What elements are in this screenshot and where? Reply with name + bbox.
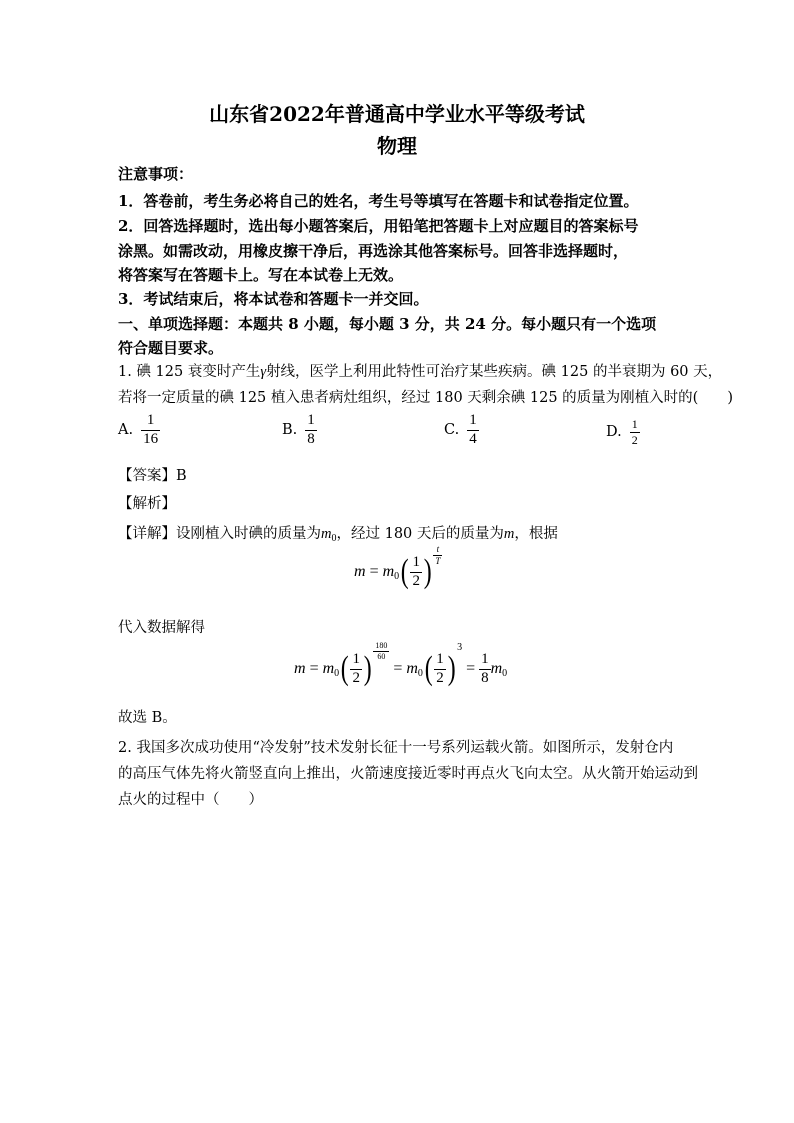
detail-text-c: ，根据: [514, 526, 558, 542]
analysis-label: 【解析】: [118, 496, 176, 512]
option-a-letter: A.: [118, 422, 134, 439]
option-d: [606, 418, 640, 446]
option-a-num: 1: [141, 413, 160, 431]
option-d-fraction: [630, 418, 640, 446]
question-1-line-1: [118, 360, 722, 381]
formula-decay: [354, 544, 442, 591]
f2-m0b: m: [406, 659, 418, 677]
f2-m0b-sub: 0: [417, 667, 423, 679]
f1-eq: =: [369, 562, 379, 580]
question-2-line-1: 2. 我国多次成功使用“冷发射”技术发射长征十一号系列运载火箭。如图所示，发射仓内: [118, 740, 674, 756]
notice-item-2b: 涂黑。如需改动，用橡皮擦干净后，再选涂其他答案标号。回答非选择题时，: [118, 242, 629, 260]
f2-m0a-sub: 0: [334, 667, 340, 679]
f2-m0a: m: [322, 659, 335, 677]
notice-item-1: 1．答卷前，考生务必将自己的姓名，考生号等填写在答题卡和试卷指定位置。: [118, 192, 639, 210]
q1-text-b: 射线，医学上利用此特性可治疗某些疾病。碘 125 的半衰期为 60 天，: [266, 364, 723, 380]
option-c-letter: C.: [444, 422, 460, 439]
detail-line: [118, 522, 558, 544]
detail-text-b: ，经过 180 天后的质量为: [336, 526, 504, 542]
f2-paren-r2: ): [447, 650, 456, 688]
f1-exp-num: t: [433, 545, 442, 556]
exam-subject: 物理: [377, 134, 417, 158]
gamma-symbol: γ: [260, 364, 267, 380]
f1-m0: m: [382, 562, 395, 580]
option-c: [444, 413, 479, 448]
f2-half-b-den: 2: [436, 669, 444, 686]
answer-label: 【答案】B: [118, 468, 187, 484]
f2-exp-a-frac: [373, 642, 389, 662]
substitute-text: 代入数据解得: [118, 620, 205, 636]
formula-solution: [294, 641, 508, 688]
f2-result-frac: [479, 652, 491, 687]
f2-paren-l1: (: [340, 650, 349, 688]
notice-heading: 注意事项：: [118, 165, 194, 183]
detail-m: m: [503, 526, 515, 542]
detail-m0: [321, 526, 336, 542]
option-b-fraction: [305, 413, 317, 448]
f2-half-a-den: 2: [352, 669, 360, 686]
notice-item-2a: 2．回答选择题时，选出每小题答案后，用铅笔把答题卡上对应题目的答案标号: [118, 217, 639, 235]
f2-paren-r1: ): [363, 650, 372, 688]
exam-title: 山东省2022年普通高中学业水平等级考试: [209, 102, 585, 126]
f2-half-a-num: 1: [350, 652, 362, 670]
f2-half-b-num: 1: [434, 652, 446, 670]
f1-lhs: m: [354, 562, 366, 580]
f2-res-den: 8: [481, 669, 489, 686]
f2-half-b: [434, 652, 446, 687]
f2-lhs: m: [294, 659, 306, 677]
section-heading-a: 一、单项选择题：本题共 8 小题，每小题 3 分，共 24 分。每小题只有一个选项: [118, 315, 657, 333]
option-a-fraction: [141, 413, 160, 448]
f2-exp-a: [373, 642, 389, 662]
f2-eq2: =: [393, 659, 403, 677]
notice-item-3: 3．考试结束后，将本试卷和答题卡一并交回。: [118, 290, 429, 308]
f1-exponent: [433, 545, 442, 567]
f2-half-a: [350, 652, 362, 687]
detail-m0-letter: m: [321, 526, 332, 542]
f2-exp-a-num: 180: [373, 642, 389, 652]
f1-right-paren: ): [423, 553, 432, 591]
f1-m0-sub: 0: [394, 570, 400, 582]
f2-res-num: 1: [479, 652, 491, 670]
option-b-num: 1: [305, 413, 317, 431]
option-b: [282, 413, 317, 448]
option-b-letter: B.: [282, 422, 298, 439]
f1-left-paren: (: [400, 553, 409, 591]
f2-exp-a-den: 60: [377, 652, 386, 662]
q1-text-a: 1. 碘 125 衰变时产生: [118, 364, 261, 380]
question-2-line-2: 的高压气体先将火箭竖直向上推出，火箭速度接近零时再点火飞向太空。从火箭开始运动到: [118, 766, 698, 782]
option-c-fraction: [467, 413, 479, 448]
option-c-den: 4: [469, 430, 477, 447]
conclusion-text: 故选 B。: [118, 710, 177, 726]
f2-eq3: =: [466, 659, 476, 677]
detail-m0-sub: 0: [331, 533, 337, 544]
option-a: [118, 413, 160, 448]
question-2-line-3: 点火的过程中（ ）: [118, 792, 263, 808]
f1-half-num: 1: [410, 555, 422, 573]
detail-text-a: 【详解】设刚植入时碘的质量为: [118, 526, 321, 542]
f1-half: [410, 555, 422, 590]
option-d-den: 2: [631, 432, 638, 447]
option-a-den: 16: [143, 430, 159, 447]
f2-exp-3: 3: [457, 642, 463, 653]
option-d-letter: D.: [606, 424, 622, 441]
f2-m0c-sub: 0: [502, 667, 508, 679]
section-heading-b: 符合题目要求。: [118, 339, 224, 357]
question-1-line-2: 若将一定质量的碘 125 植入患者病灶组织，经过 180 天剩余碘 125 的质量为刚植入时的( ): [118, 390, 733, 406]
option-c-num: 1: [467, 413, 479, 431]
f1-half-den: 2: [412, 572, 420, 589]
f1-exp-den: T: [435, 556, 441, 567]
f2-eq1: =: [309, 659, 319, 677]
f2-paren-l2: (: [424, 650, 433, 688]
option-b-den: 8: [307, 430, 315, 447]
option-d-num: 1: [631, 417, 638, 431]
f1-exp-frac: [433, 545, 442, 567]
f2-m0c: m: [490, 659, 503, 677]
notice-item-2c: 将答案写在答题卡上。写在本试卷上无效。: [118, 266, 404, 284]
